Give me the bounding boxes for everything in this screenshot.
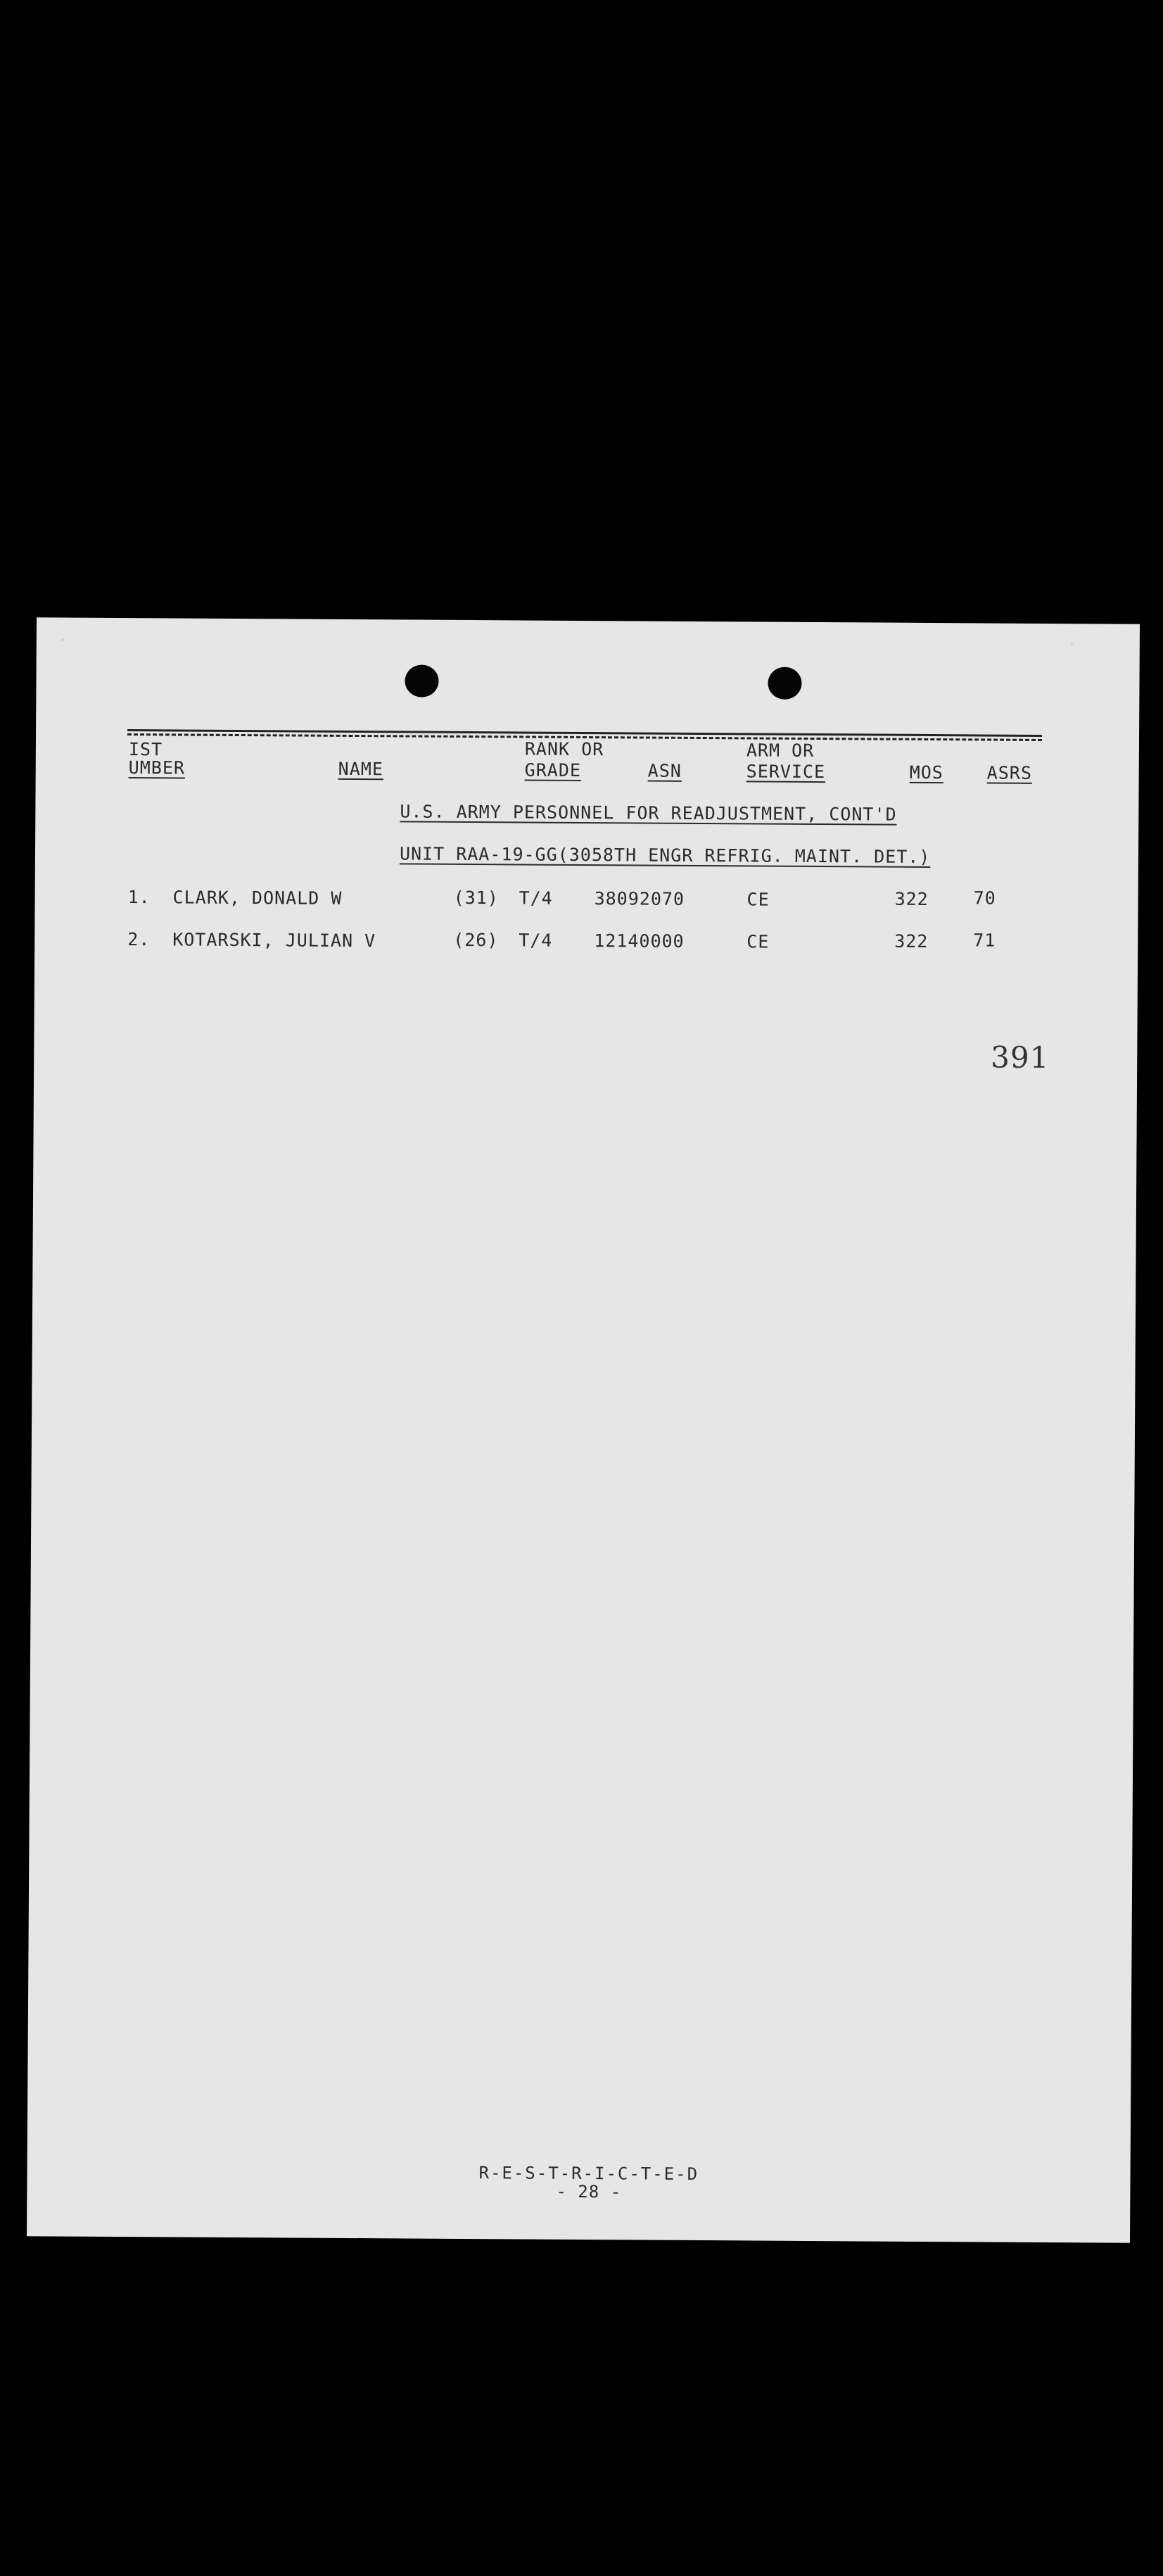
- header-rank-line1: RANK OR: [524, 738, 604, 760]
- document-page: [27, 617, 1140, 2243]
- document-title: U.S. ARMY PERSONNEL FOR READJUSTMENT, CONT'D: [400, 801, 897, 825]
- page-number: - 28 -: [556, 2181, 622, 2202]
- row-asrs: 70: [973, 888, 996, 909]
- header-mos: MOS: [909, 762, 943, 783]
- paper-speck: [61, 638, 64, 640]
- header-list-number-line1: IST: [128, 739, 163, 760]
- row-mos: 322: [894, 888, 929, 909]
- row-grade: T/4: [519, 930, 553, 951]
- header-rank-line2: GRADE: [524, 759, 582, 781]
- header-arm-line2: SERVICE: [746, 761, 826, 783]
- row-age: (31): [453, 887, 499, 909]
- row-asrs: 71: [973, 930, 996, 951]
- row-number: 2.: [127, 929, 151, 950]
- row-name: KOTARSKI, JULIAN V: [172, 929, 376, 952]
- header-name: NAME: [338, 758, 384, 780]
- row-asn: 12140000: [594, 930, 685, 952]
- row-arm: CE: [746, 931, 770, 952]
- row-mos: 322: [894, 930, 929, 952]
- header-asrs: ASRS: [986, 762, 1033, 783]
- header-list-number-line2: UMBER: [128, 757, 186, 778]
- restricted-marking: R-E-S-T-R-I-C-T-E-D: [478, 2163, 699, 2185]
- unit-line: UNIT RAA-19-GG(3058TH ENGR REFRIG. MAINT. DET.): [399, 843, 931, 867]
- punch-hole-right: [768, 667, 801, 700]
- row-age: (26): [453, 929, 499, 951]
- punch-hole-left: [405, 664, 438, 697]
- header-arm-line1: ARM OR: [746, 740, 815, 761]
- row-asn: 38092070: [594, 888, 685, 909]
- stamped-number: 391: [991, 1040, 1050, 1075]
- column-header: [37, 617, 1140, 783]
- header-asn: ASN: [647, 760, 682, 781]
- paper-speck: [1071, 643, 1074, 645]
- row-name: CLARK, DONALD W: [172, 887, 343, 909]
- row-number: 1.: [127, 887, 151, 908]
- row-grade: T/4: [519, 888, 553, 909]
- row-arm: CE: [746, 889, 770, 910]
